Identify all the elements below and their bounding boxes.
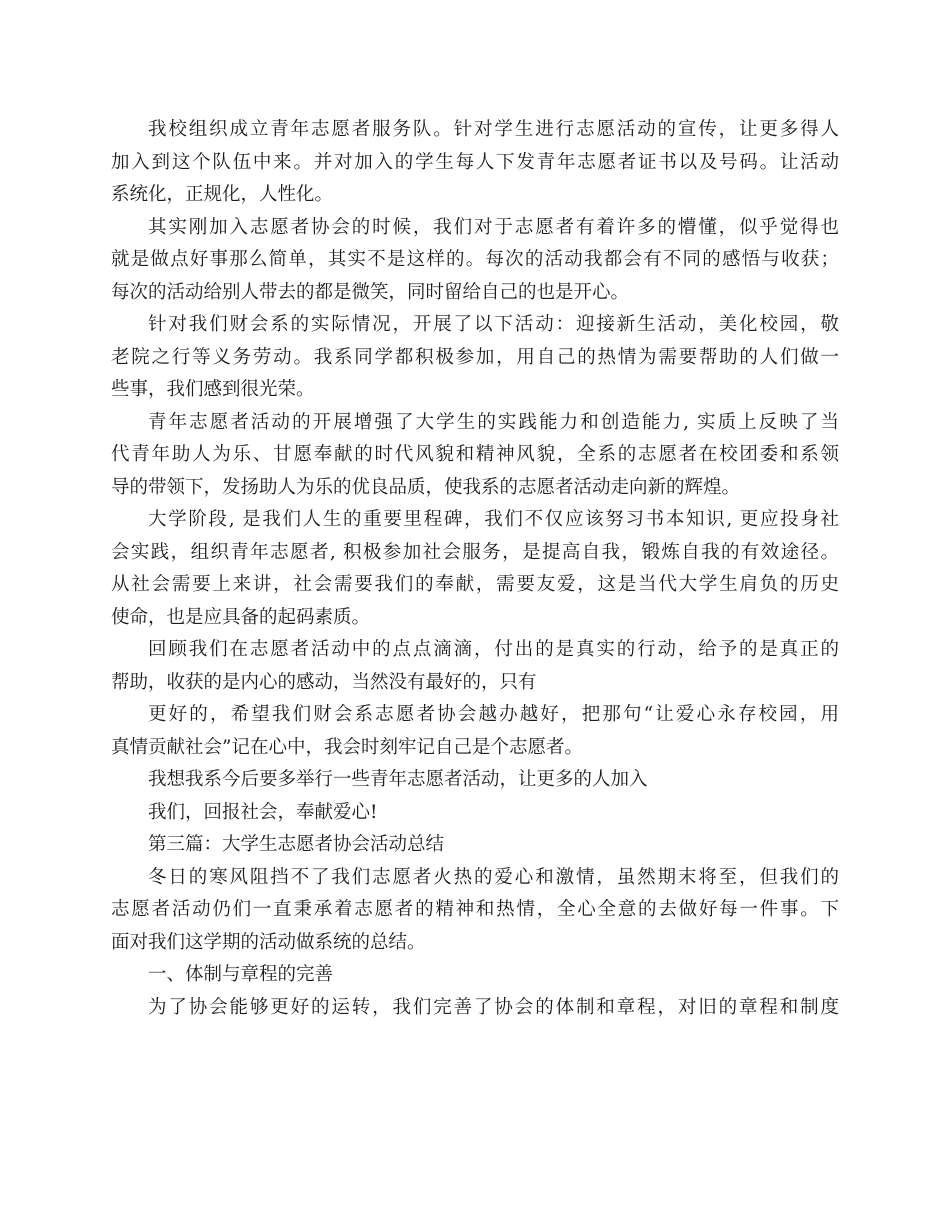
text-line: 其实刚加入志愿者协会的时候，我们对于志愿者有着许多的懵懂，似乎觉得也 (148, 216, 839, 238)
text-line: 真情贡献社会”记在心中，我会时刻牢记自己是个志愿者。 (111, 736, 583, 758)
text-line: 第三篇：大学生志愿者协会活动总结 (148, 834, 445, 855)
text-line: 些事，我们感到很光荣。 (111, 379, 315, 400)
text-line: 我校组织成立青年志愿者服务队。针对学生进行志愿活动的宣传，让更多得人 (148, 119, 839, 140)
text-line: 针对我们财会系的实际情况，开展了以下活动：迎接新生活动，美化校园，敬 (148, 314, 839, 335)
text-line: 回顾我们在志愿者活动中的点点滴滴，付出的是真实的行动，给予的是真正的 (148, 639, 839, 660)
text-line: 大学阶段, 是我们人生的重要里程碑，我们不仅应该努习书本知识, 更应投身社 (148, 509, 839, 530)
text-line: 就是做点好事那么简单，其实不是这样的。每次的活动我都会有不同的感悟与收获； (111, 249, 839, 270)
text-line: 系统化，正规化，人性化。 (111, 184, 334, 205)
text-line: 会实践，组织青年志愿者, 积极参加社会服务，是提高自我，锻炼自我的有效途径。 (111, 541, 839, 563)
text-line: 更好的，希望我们财会系志愿者协会越办越好，把那句“让爱心永存校园，用 (148, 704, 839, 725)
text-line: 我想我系今后要多举行一些青年志愿者活动，让更多的人加入 (148, 769, 648, 790)
text-line: 代青年助人为乐、甘愿奉献的时代风貌和精神风貌，全系的志愿者在校团委和系领 (111, 444, 839, 465)
text-line: 面对我们这学期的活动做系统的总结。 (111, 931, 426, 953)
text-line: 冬日的寒风阻挡不了我们志愿者火热的爱心和激情，虽然期末将至，但我们的 (148, 866, 839, 888)
document-body (111, 114, 839, 1024)
text-line: 志愿者活动仍们一直秉承着志愿者的精神和热情，全心全意的去做好每一件事。下 (111, 899, 839, 920)
text-line: 导的带领下，发扬助人为乐的优良品质，使我系的志愿者活动走向新的辉煌。 (111, 476, 741, 498)
text-line: 每次的活动给别人带去的都是微笑，同时留给自己的也是开心。 (111, 281, 630, 303)
text-line: 青年志愿者活动的开展增强了大学生的实践能力和创造能力, 实质上反映了当 (148, 411, 839, 433)
text-line: 老院之行等义务劳动。我系同学都积极参加，用自己的热情为需要帮助的人们做一 (111, 346, 839, 368)
text-line: 从社会需要上来讲，社会需要我们的奉献，需要友爱，这是当代大学生肩负的历史 (111, 574, 839, 595)
text-line: 为了协会能够更好的运转，我们完善了协会的体制和章程，对旧的章程和制度 (148, 996, 839, 1018)
text-line: 使命，也是应具备的起码素质。 (111, 606, 371, 628)
text-line: 加入到这个队伍中来。并对加入的学生每人下发青年志愿者证书以及号码。让活动 (111, 151, 839, 173)
text-line: 我们，回报社会，奉献爱心! (148, 801, 378, 823)
text-line: 帮助，收获的是内心的感动，当然没有最好的，只有 (111, 671, 537, 693)
text-line: 一、体制与章程的完善 (148, 964, 334, 985)
